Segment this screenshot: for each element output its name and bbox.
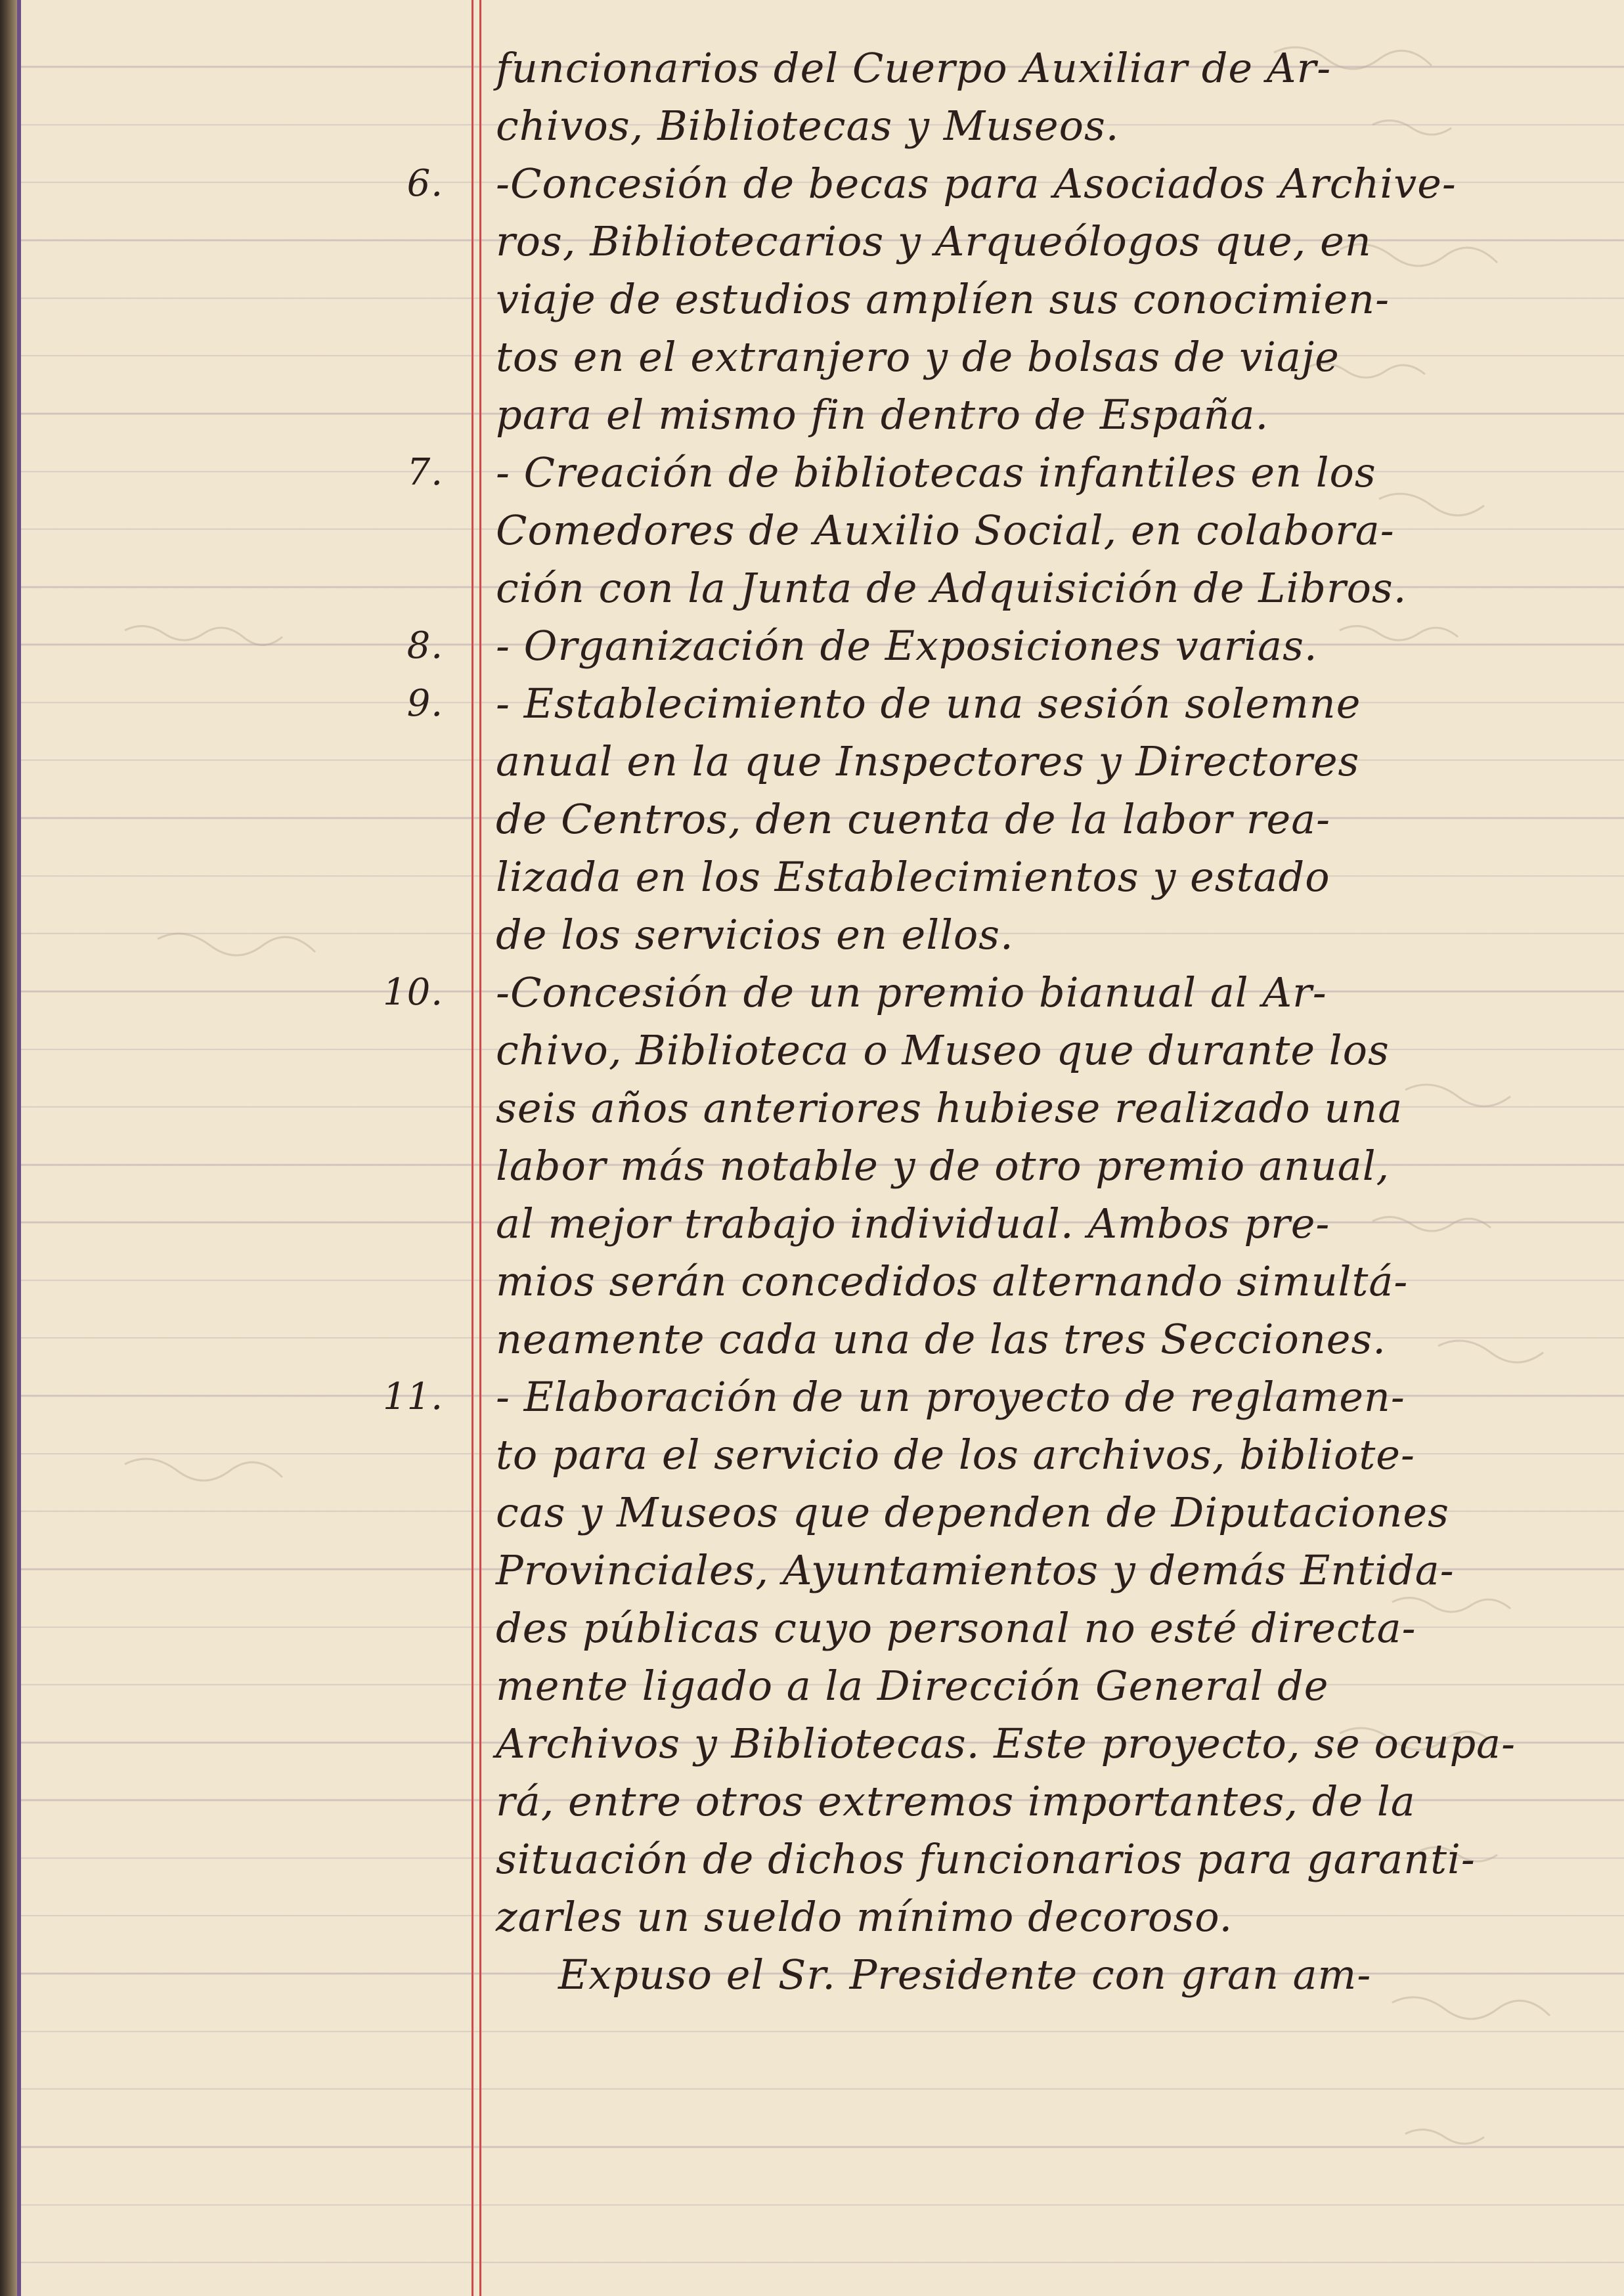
text-line <box>0 1022 1624 1079</box>
text-line <box>0 1484 1624 1542</box>
line-text: seis años anteriores hubiese realizado una <box>496 1084 1403 1132</box>
line-text: Expuso el Sr. Presidente con gran am- <box>558 1951 1372 1999</box>
text-line <box>0 964 1624 1022</box>
line-text: viaje de estudios amplíen sus conocimien- <box>496 275 1390 323</box>
line-text: des públicas cuyo personal no esté directa- <box>496 1604 1416 1652</box>
text-line <box>0 328 1624 386</box>
line-text: - Organización de Exposiciones varias. <box>496 622 1318 670</box>
text-line <box>0 1657 1624 1715</box>
text-line <box>0 559 1624 617</box>
line-text: - Elaboración de un proyecto de reglamen- <box>496 1373 1405 1421</box>
text-line <box>0 271 1624 328</box>
line-text: de los servicios en ellos. <box>496 911 1014 959</box>
text-line <box>0 1773 1624 1830</box>
line-text: anual en la que Inspectores y Directores <box>496 737 1360 785</box>
line-text: de Centros, den cuenta de la labor rea- <box>496 795 1331 843</box>
text-line <box>0 906 1624 964</box>
text-line <box>0 386 1624 444</box>
text-line <box>0 1195 1624 1253</box>
line-text: cas y Museos que dependen de Diputaciones <box>496 1488 1449 1536</box>
line-text: ción con la Junta de Adquisición de Libros. <box>496 564 1407 612</box>
text-line <box>0 675 1624 733</box>
line-text: al mejor trabajo individual. Ambos pre- <box>496 1200 1330 1247</box>
item-number: 11. <box>382 1375 443 1418</box>
text-line <box>0 155 1624 213</box>
line-text: mente ligado a la Dirección General de <box>496 1662 1329 1710</box>
text-line <box>0 1599 1624 1657</box>
line-text: - Establecimiento de una sesión solemne <box>496 680 1361 727</box>
line-text: Provinciales, Ayuntamientos y demás Entida- <box>496 1546 1455 1594</box>
line-text: labor más notable y de otro premio anual, <box>496 1142 1390 1190</box>
line-text: -Concesión de becas para Asociados Archive- <box>496 160 1457 207</box>
text-line <box>0 213 1624 271</box>
text-line <box>0 733 1624 791</box>
text-line <box>0 502 1624 559</box>
text-line <box>0 1715 1624 1773</box>
line-text: Archivos y Bibliotecas. Este proyecto, se ocupa- <box>496 1720 1516 1767</box>
text-line <box>0 1368 1624 1426</box>
line-text: funcionarios del Cuerpo Auxiliar de Ar- <box>496 44 1332 92</box>
line-text: neamente cada una de las tres Secciones. <box>496 1315 1386 1363</box>
text-line <box>0 1137 1624 1195</box>
line-text: tos en el extranjero y de bolsas de viaje <box>496 333 1340 381</box>
line-text: zarles un sueldo mínimo decoroso. <box>496 1893 1233 1941</box>
line-text: chivos, Bibliotecas y Museos. <box>496 102 1120 150</box>
item-number: 8. <box>406 624 443 667</box>
line-text: para el mismo fin dentro de España. <box>496 391 1269 439</box>
text-line <box>0 1830 1624 1888</box>
item-number: 6. <box>406 162 443 205</box>
line-text: - Creación de bibliotecas infantiles en los <box>496 448 1376 496</box>
item-number: 10. <box>382 971 443 1014</box>
text-line <box>0 1310 1624 1368</box>
line-text: ros, Bibliotecarios y Arqueólogos que, en <box>496 217 1372 265</box>
item-number: 9. <box>406 682 443 725</box>
text-line <box>0 1426 1624 1484</box>
text-line <box>0 791 1624 848</box>
text-line <box>0 1542 1624 1599</box>
line-text: mios serán concedidos alternando simultá- <box>496 1257 1409 1305</box>
line-text: to para el servicio de los archivos, bibliote- <box>496 1431 1415 1479</box>
text-line <box>0 444 1624 502</box>
text-line <box>0 1888 1624 1946</box>
line-text: chivo, Biblioteca o Museo que durante los <box>496 1026 1390 1074</box>
text-line <box>0 617 1624 675</box>
line-text: situación de dichos funcionarios para garanti- <box>496 1835 1476 1883</box>
line-text: -Concesión de un premio bianual al Ar- <box>496 968 1327 1016</box>
line-text: rá, entre otros extremos importantes, de la <box>496 1777 1416 1825</box>
line-text: Comedores de Auxilio Social, en colabora- <box>496 506 1395 554</box>
text-line <box>0 97 1624 155</box>
line-text: lizada en los Establecimientos y estado <box>496 853 1330 901</box>
text-line <box>0 848 1624 906</box>
text-line <box>0 39 1624 97</box>
text-line <box>0 1253 1624 1310</box>
item-number: 7. <box>406 451 443 494</box>
text-line <box>0 1946 1624 2004</box>
text-line <box>0 1079 1624 1137</box>
handwritten-text-block <box>0 39 1624 2004</box>
